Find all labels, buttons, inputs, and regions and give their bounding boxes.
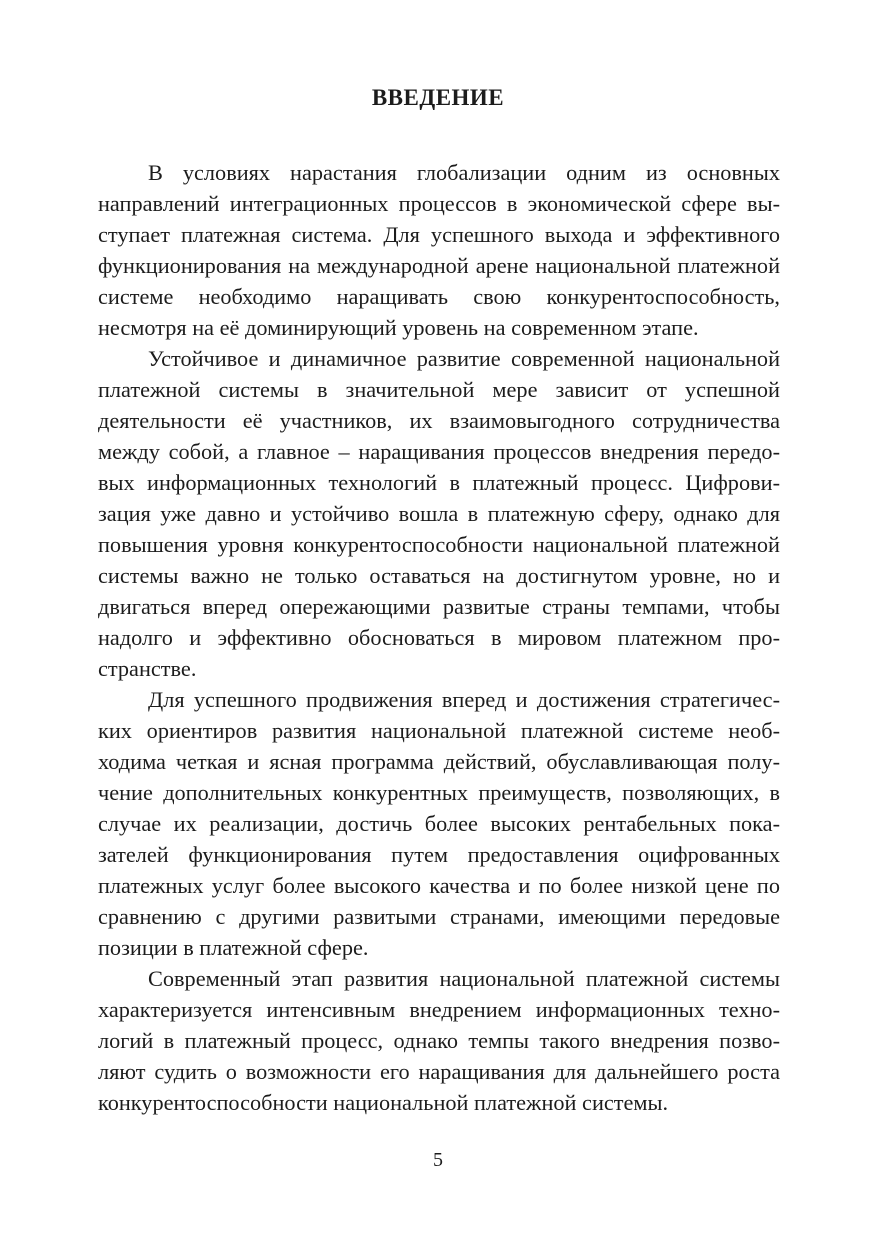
page-title: ВВЕДЕНИЕ [371, 85, 505, 110]
page-number: 5 [433, 1149, 443, 1171]
paragraph-2: Устойчивое и динамичное развитие современной национальной платежной системы в значительной мере зависит от успешной деятельности её участников, их взаимовыгодного сотрудничества между собой, а главное – наращивания процессов внедрения передовых информационных технологий в платежный процесс. Цифровизация уже давно и устойчиво вошла в платежную сферу, однако для повышения уровня конкурентоспособности национальной платежной системы важно не только оставаться на достигнутом уровне, но и двигаться вперед опережающими развитые страны темпами, чтобы надолго и эффективно обосноваться в мировом платежном пространстве. [98, 346, 780, 681]
paragraph-1: В условиях нарастания глобализации одним из основных направлений интеграционных процессов в экономической сфере выступает платежная система. Для успешного выхода и эффективного функционирования на международной арене национальной платежной системе необходимо наращивать свою конкурентоспособность, несмотря на её доминирующий уровень на современном этапе. [98, 160, 780, 340]
body-text [98, 157, 780, 1118]
paragraph-3: Для успешного продвижения вперед и достижения стратегических ориентиров развития национальной платежной системе необходима четкая и ясная программа действий, обуславливающая получение дополнительных конкурентных преимуществ, позволяющих, в случае их реализации, достичь более высоких рентабельных показателей функционирования путем предоставления оцифрованных платежных услуг более высокого качества и по более низкой цене по сравнению с другими развитыми странами, имеющими передовые позиции в платежной сфере. [98, 687, 780, 960]
paragraph-4: Современный этап развития национальной платежной системы характеризуется интенсивным внедрением информационных технологий в платежный процесс, однако темпы такого внедрения позволяют судить о возможности его наращивания для дальнейшего роста конкурентоспособности национальной платежной системы. [98, 966, 780, 1115]
